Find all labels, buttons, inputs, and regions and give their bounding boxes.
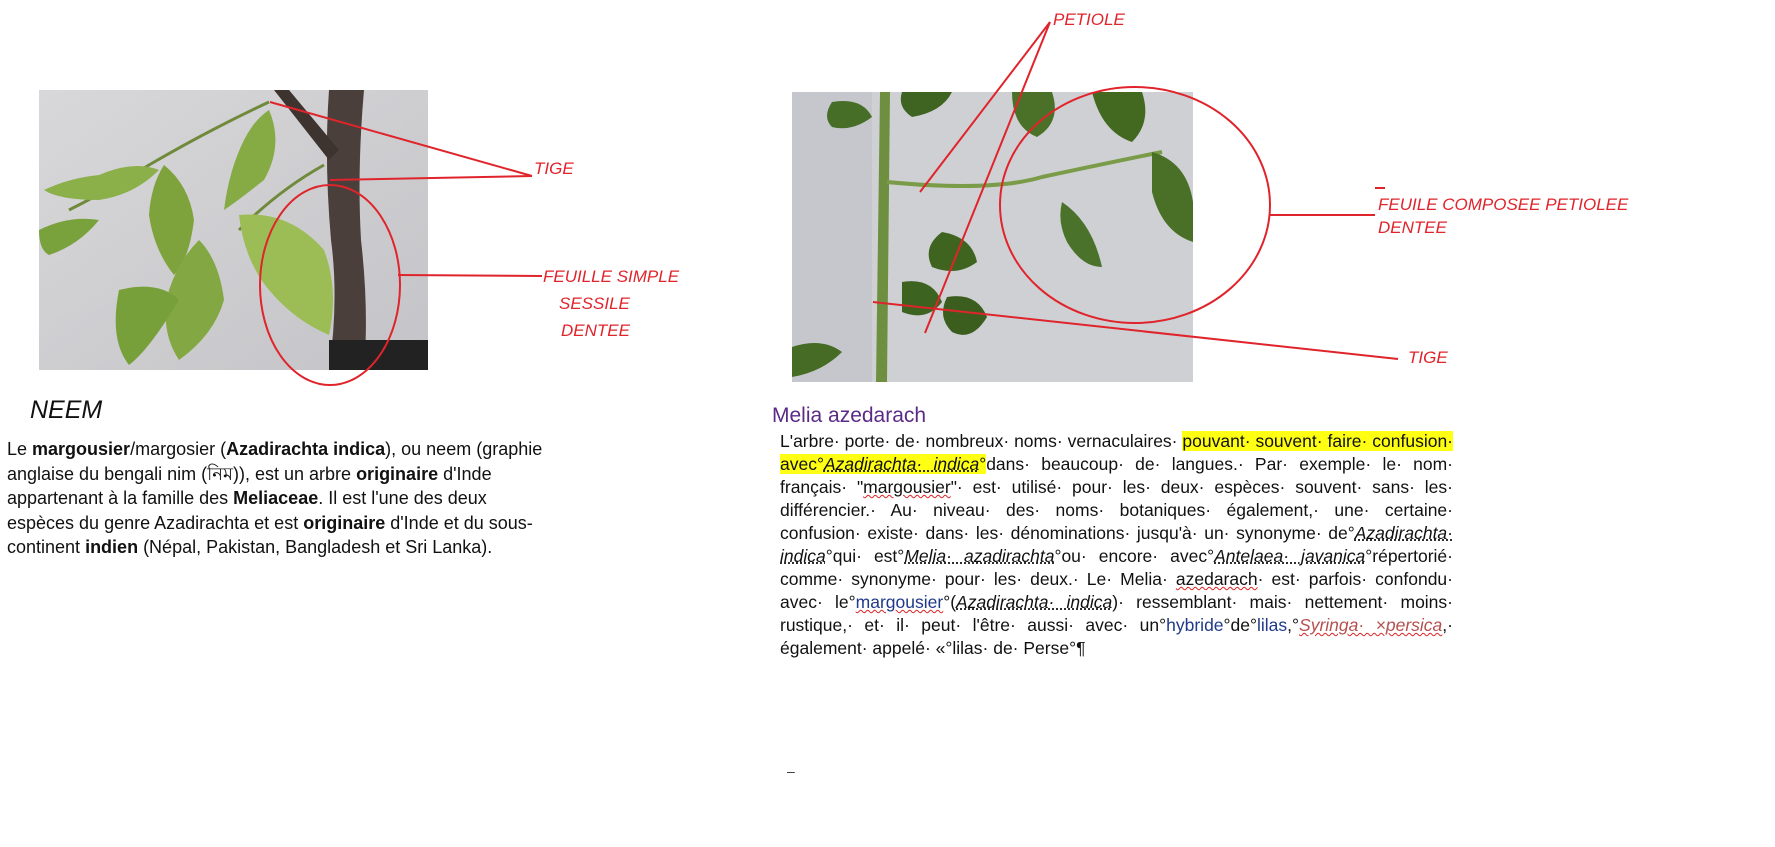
petiole-label: PETIOLE — [1053, 10, 1125, 29]
melia-photo-drawing — [792, 92, 1193, 382]
neem-photo — [39, 90, 428, 370]
neem-paragraph — [7, 437, 547, 560]
link-run[interactable]: lilas — [1257, 615, 1288, 635]
stray-mark: – — [787, 763, 795, 779]
link-run[interactable]: Syringa· ×persica — [1299, 615, 1443, 635]
italic-run: Azadirachta· indica — [956, 592, 1113, 612]
bold-run: originaire — [356, 463, 439, 484]
text-run: /margosier ( — [130, 439, 227, 459]
bold-run: Azadirachta indica — [226, 439, 386, 459]
text-run: °répertorié· comme· synonyme· pour· les· deux.· Le· Melia· — [780, 546, 1453, 589]
text-run: ,° — [1287, 615, 1300, 635]
text-run: ), ou neem (graphie anglaise du bengali nim (নিম)), est un arbre — [7, 439, 543, 484]
link-run[interactable]: margousier — [855, 592, 944, 612]
highlighted-italic-run: Azadirachta· indica — [823, 454, 980, 474]
text-run: d'Inde et du sous-continent — [7, 512, 533, 557]
tige-label: TIGE — [534, 159, 574, 178]
feuille-composee-label: FEUILE COMPOSEE PETIOLEE — [1378, 195, 1629, 214]
bold-run: indien — [85, 537, 139, 557]
feuille-simple-label: FEUILLE SIMPLE — [543, 267, 680, 286]
italic-run: Melia· azadirachta — [904, 546, 1055, 566]
text-run: L'arbre· porte· de· nombreux· noms· vernaculaires· — [780, 431, 1183, 451]
text-run: (Népal, Pakistan, Bangladesh et Sri Lanka). — [138, 537, 493, 557]
spellcheck-run: azedarach — [1175, 569, 1258, 589]
dentee-label: DENTEE — [561, 321, 630, 340]
melia-title: Melia azedarach — [772, 404, 927, 427]
sessile-label: SESSILE — [559, 294, 630, 313]
melia-paragraph — [780, 430, 1453, 660]
link-run[interactable]: hybride — [1166, 615, 1224, 635]
text-run: "· est· utilisé· pour· les· deux· espèces· souvent· sans· les· différencier.· Au· niveau· des· noms· botaniques· également,· une· certaine· confusion· existe· dans· les· dénominations· jusqu'à· un· synonyme· de° — [780, 477, 1453, 543]
feuille-composee-dentee-label: DENTEE — [1378, 218, 1447, 237]
text-run: °( — [943, 592, 957, 612]
italic-run: Antelaea· javanica — [1214, 546, 1366, 566]
text-run: °qui· est° — [825, 546, 905, 566]
text-run: dans· beaucoup· de· langues.· Par· exemple· le· nom· français· " — [780, 454, 1454, 497]
text-run: °ou· encore· avec° — [1054, 546, 1215, 566]
melia-photo — [792, 92, 1193, 382]
text-run: Le — [7, 439, 33, 459]
text-run: · est· parfois· confondu· avec· le° — [780, 569, 1453, 612]
spellcheck-run: margousier — [863, 477, 951, 497]
text-run: ,· également· appelé· «°lilas· de· Perse°¶ — [780, 615, 1453, 658]
text-run: d'Inde appartenant à la famille des — [7, 463, 492, 508]
tige-right-label: TIGE — [1408, 348, 1448, 367]
text-run: . Il est l'une des deux espèces du genre Azadirachta et est — [7, 488, 487, 533]
bold-run: margousier — [32, 439, 131, 459]
bold-run: Meliaceae — [233, 488, 319, 508]
italic-run: Azadirachta· indica — [780, 523, 1453, 566]
bold-run: originaire — [303, 512, 386, 533]
neem-photo-drawing — [39, 90, 428, 370]
highlighted-run: ° — [979, 454, 987, 474]
highlighted-run: pouvant· souvent· faire· confusion· avec° — [780, 431, 1453, 474]
neem-title: NEEM — [30, 396, 103, 424]
text-run: )· ressemblant· mais· nettement· moins· rustique,· et· il· peut· l'être· aussi· avec· un° — [780, 592, 1453, 635]
text-run: °de° — [1223, 615, 1258, 635]
